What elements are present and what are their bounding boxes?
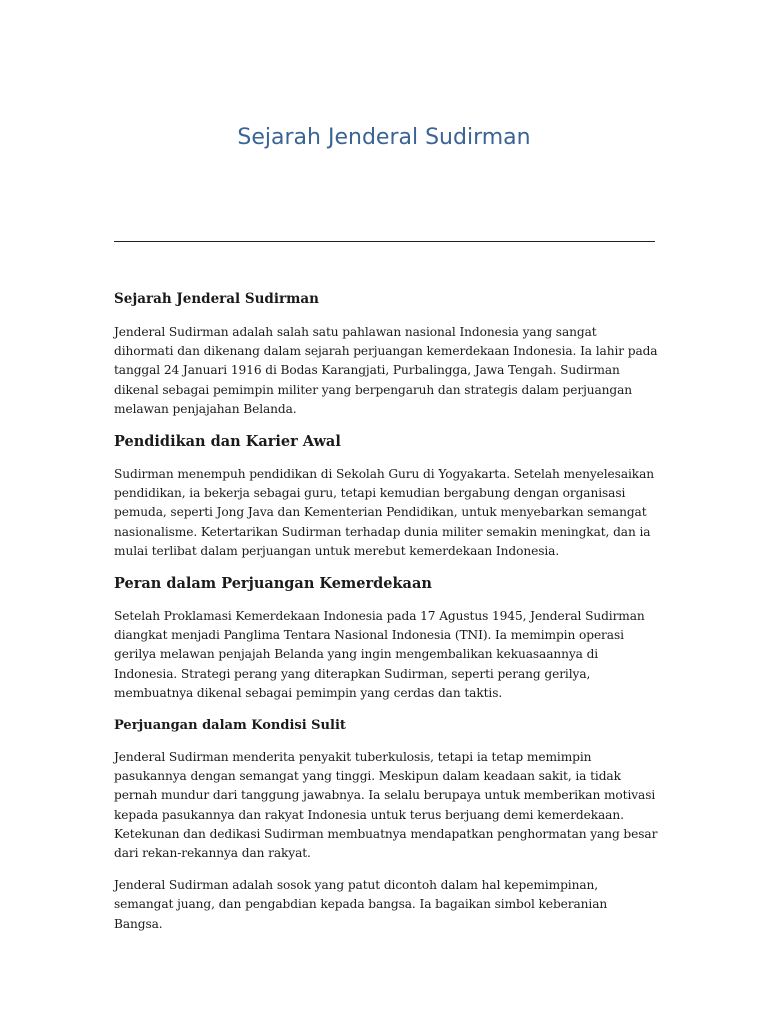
role-paragraph: Setelah Proklamasi Kemerdekaan Indonesia pada 17 Agustus 1945, Jenderal Sudirman diangkat menjadi Panglima Tentara Nasional Indonesia (TNI). Ia memimpin operasi gerilya melawan penjajah Belanda yang ingin mengembalikan kekuasaannya di Indonesia. Strategi perang yang diterapkan Sudirman, seperti perang gerilya, membuatnya dikenal sebagai pemimpin yang cerdas dan taktis. bbox=[114, 609, 645, 700]
document-title: Sejarah Jenderal Sudirman bbox=[237, 125, 531, 150]
document-body bbox=[114, 290, 659, 947]
struggle-paragraph: Jenderal Sudirman menderita penyakit tuberkulosis, tetapi ia tetap memimpin pasukannya dengan semangat yang tinggi. Meskipun dalam keadaan sakit, ia tidak pernah mundur dari tanggung jawabnya. Ia selalu berupaya untuk memberikan motivasi kepada pasukannya dan rakyat Indonesia untuk terus berjuang demi kemerdekaan. Ketekunan dan dedikasi Sudirman membuatnya mendapatkan penghormatan yang besar dari rekan-rekannya dan rakyat. bbox=[114, 750, 658, 861]
education-heading: Pendidikan dan Karier Awal bbox=[114, 433, 341, 451]
intro-heading: Sejarah Jenderal Sudirman bbox=[114, 291, 319, 307]
education-paragraph: Sudirman menempuh pendidikan di Sekolah Guru di Yogyakarta. Setelah menyelesaikan pendidikan, ia bekerja sebagai guru, tetapi kemudian bergabung dengan organisasi pemuda, seperti Jong Java dan Kementerian Pendidikan, untuk menyebarkan semangat nasionalisme. Ketertarikan Sudirman terhadap dunia militer semakin meningkat, dan ia mulai terlibat dalam perjuangan untuk merebut kemerdekaan Indonesia. bbox=[114, 467, 654, 558]
role-heading: Peran dalam Perjuangan Kemerdekaan bbox=[114, 575, 432, 593]
intro-paragraph: Jenderal Sudirman adalah salah satu pahlawan nasional Indonesia yang sangat dihormati dan dikenang dalam sejarah perjuangan kemerdekaan Indonesia. Ia lahir pada tanggal 24 Januari 1916 di Bodas Karangjati, Purbalingga, Jawa Tengah. Sudirman dikenal sebagai pemimpin militer yang berpengaruh dan strategis dalam perjuangan melawan penjajahan Belanda. bbox=[114, 325, 658, 416]
title-divider bbox=[114, 241, 655, 242]
closing-paragraph: Jenderal Sudirman adalah sosok yang patut dicontoh dalam hal kepemimpinan, semangat juang, dan pengabdian kepada bangsa. Ia bagaikan simbol keberanian Bangsa. bbox=[114, 878, 608, 931]
struggle-heading: Perjuangan dalam Kondisi Sulit bbox=[114, 718, 346, 734]
